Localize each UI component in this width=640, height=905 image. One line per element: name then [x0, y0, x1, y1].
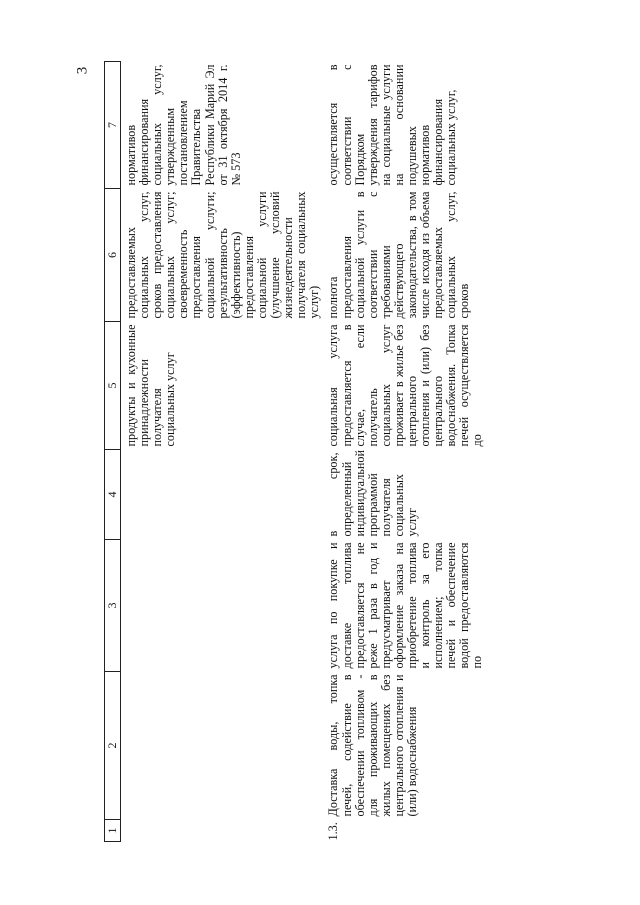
service-term-cell	[121, 450, 326, 540]
page-number: 3	[74, 66, 91, 75]
column-header: 3	[105, 540, 121, 672]
column-header: 4	[105, 450, 121, 540]
column-number-row	[105, 62, 121, 842]
service-conditions-cell: продукты и кухонные принадлежности получателя социальных услуг	[124, 324, 178, 447]
row-number: 1.3.	[326, 822, 341, 841]
column-header: 1	[105, 820, 121, 842]
table-row	[121, 62, 326, 842]
column-header: 7	[105, 62, 121, 189]
service-term-cell: в срок, определенный индивидуальной программой получателя социальных услуг	[326, 450, 419, 537]
service-description-cell	[121, 540, 326, 672]
rotated-table-container	[104, 62, 569, 842]
service-conditions-cell: социальная услуга предоставляется в случае, если получатель социальных услуг проживает в жилье без центрального отопления и (или) без центрального водоснабжения. Топка печей осуществляется до	[326, 324, 485, 447]
quality-indicators-cell: предоставляемых социальных услуг, сроков предоставления социальных услуг; своевременность предоставления социальной услуги; результативность (эффективность) предоставления социальной услуги (улучшение условий жизнедеятельности получателя социальных услуг)	[124, 191, 322, 319]
service-name-cell	[121, 672, 326, 820]
payment-conditions-cell: осуществляется в соответствии с Порядком утверждения тарифов на социальные услуги на основании подушевых нормативов финансирования социальных услуг,	[326, 64, 459, 186]
column-header: 2	[105, 672, 121, 820]
column-header: 6	[105, 189, 121, 322]
service-description-cell: услуга по покупке и доставке топлива предоставляется не реже 1 раза в год и предусматривает оформление заказа на приобретение топлива и контроль за его исполнением; топка печей и обеспечение водой предоставляются по	[326, 542, 485, 669]
column-header: 5	[105, 322, 121, 450]
quality-indicators-cell: полнота предоставления социальной услуги в соответствии с требованиями действующего законодательства, в том числе исходя из объема предоставляемых социальных услуг, сроков	[326, 191, 472, 319]
table-row	[325, 62, 488, 842]
services-table	[104, 61, 489, 842]
row-number	[121, 820, 326, 842]
service-name-cell: Доставка воды, топка печей, содействие в обеспечении топливом - для проживающих в жилых помещениях без центрального отопления и (или) водоснабжения	[326, 674, 419, 817]
payment-conditions-cell: нормативов финансирования социальных услуг, утвержденным постановлением Правительства Республики Марий Эл от 31 октября 2014 г. № 573	[124, 64, 243, 186]
